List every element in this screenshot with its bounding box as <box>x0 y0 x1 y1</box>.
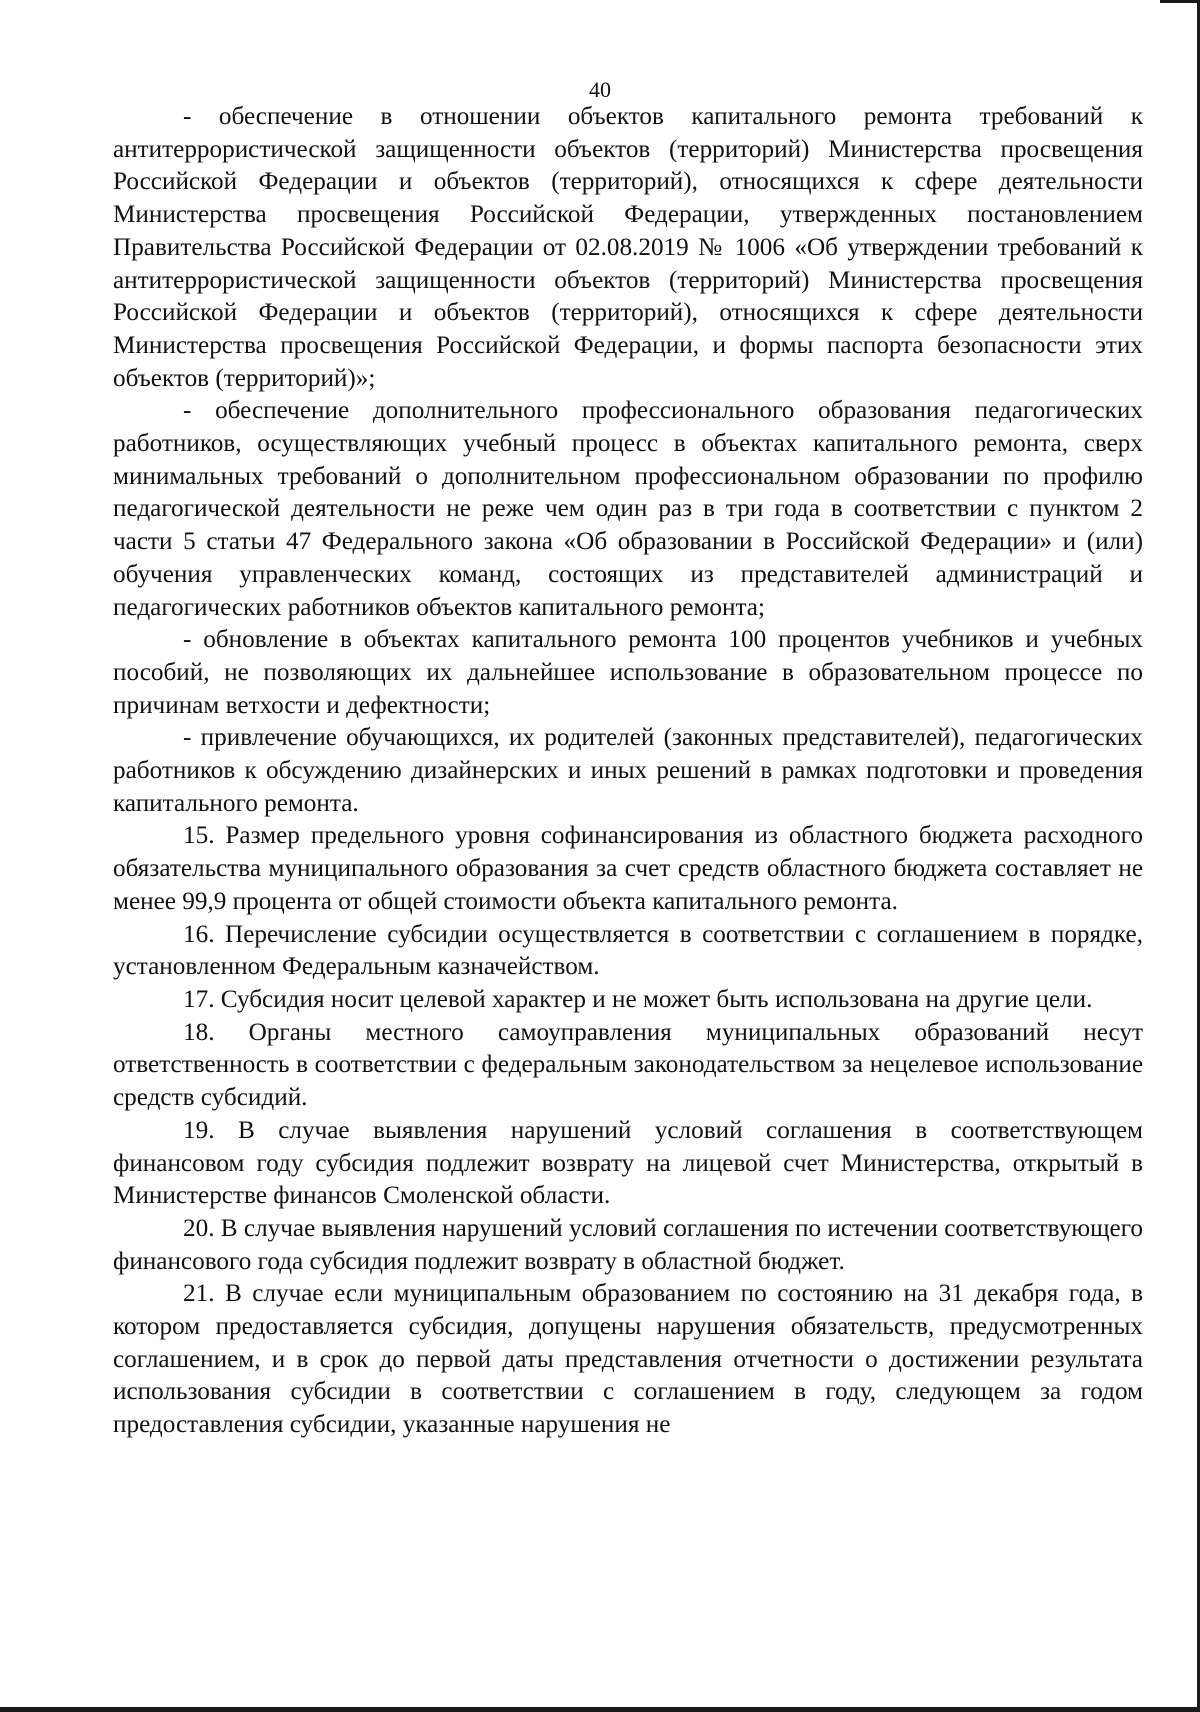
paragraph-clause-17: 17. Субсидия носит целевой характер и не может быть использована на другие цели. <box>183 985 1093 1013</box>
paragraph-antiterrorism-requirements: - обеспечение в отношении объектов капитального ремонта требований к антитеррористической защищенности объектов (территорий) Министерства просвещения Российской Федерации и объектов (территорий), относящихся к сфере деятельности Министерства просвещения Российской Федерации, утвержденных постановлением Правительства Российской Федерации от 02.08.2019 № 1006 «Об утверждении требований к антитеррористической защищенности объектов (территорий) Министерства просвещения Российской Федерации и объектов (территорий), относящихся к сфере деятельности Министерства просвещения Российской Федерации, и формы паспорта безопасности этих объектов (территорий)»; <box>113 103 1143 392</box>
document-body <box>113 101 1143 1442</box>
scan-border-top <box>1160 0 1200 3</box>
paragraph-clause-15: 15. Размер предельного уровня софинансирования из областного бюджета расходного обязательства муниципального образования за счет средств областного бюджета составляет не менее 99,9 процента от общей стоимости объекта капитального ремонта. <box>113 822 1143 915</box>
page-number: 40 <box>589 77 611 102</box>
paragraph-stakeholder-involvement: - привлечение обучающихся, их родителей (законных представителей), педагогических работников к обсуждению дизайнерских и иных решений в рамках подготовки и проведения капитального ремонта. <box>113 724 1143 817</box>
paragraph-clause-20: 20. В случае выявления нарушений условий соглашения по истечении соответствующего финансового года субсидия подлежит возврату в областной бюджет. <box>113 1214 1143 1275</box>
paragraph-teacher-training: - обеспечение дополнительного профессионального образования педагогических работников, осуществляющих учебный процесс в объектах капитального ремонта, сверх минимальных требований о дополнительном профессиональном образовании по профилю педагогической деятельности не реже чем один раз в три года в соответствии с пунктом 2 части 5 статьи 47 Федерального закона «Об образовании в Российской Федерации» и (или) обучения управленческих команд, состоящих из представителей администраций и педагогических работников объектов капитального ремонта; <box>113 397 1143 621</box>
paragraph-clause-16: 16. Перечисление субсидии осуществляется в соответствии с соглашением в порядке, установленном Федеральным казначейством. <box>113 920 1143 981</box>
paragraph-textbook-renewal: - обновление в объектах капитального ремонта 100 процентов учебников и учебных пособий, не позволяющих их дальнейшее использование в образовательном процессе по причинам ветхости и дефектности; <box>113 626 1143 719</box>
paragraph-clause-19: 19. В случае выявления нарушений условий соглашения в соответствующем финансовом году субсидия подлежит возврату на лицевой счет Министерства, открытый в Министерстве финансов Смоленской области. <box>113 1116 1143 1210</box>
paragraph-clause-21: 21. В случае если муниципальным образованием по состоянию на 31 декабря года, в котором предоставляется субсидия, допущены нарушения обязательств, предусмотренных соглашением, и в срок до первой даты представления отчетности о достижении результата использования субсидии в соответствии с соглашением в году, следующем за годом предоставления субсидии, указанные нарушения не <box>113 1280 1143 1439</box>
paragraph-clause-18: 18. Органы местного самоуправления муниципальных образований несут ответственность в соответствии с федеральным законодательством за нецелевое использование средств субсидий. <box>113 1018 1143 1112</box>
scan-border-bottom <box>0 1707 1200 1712</box>
